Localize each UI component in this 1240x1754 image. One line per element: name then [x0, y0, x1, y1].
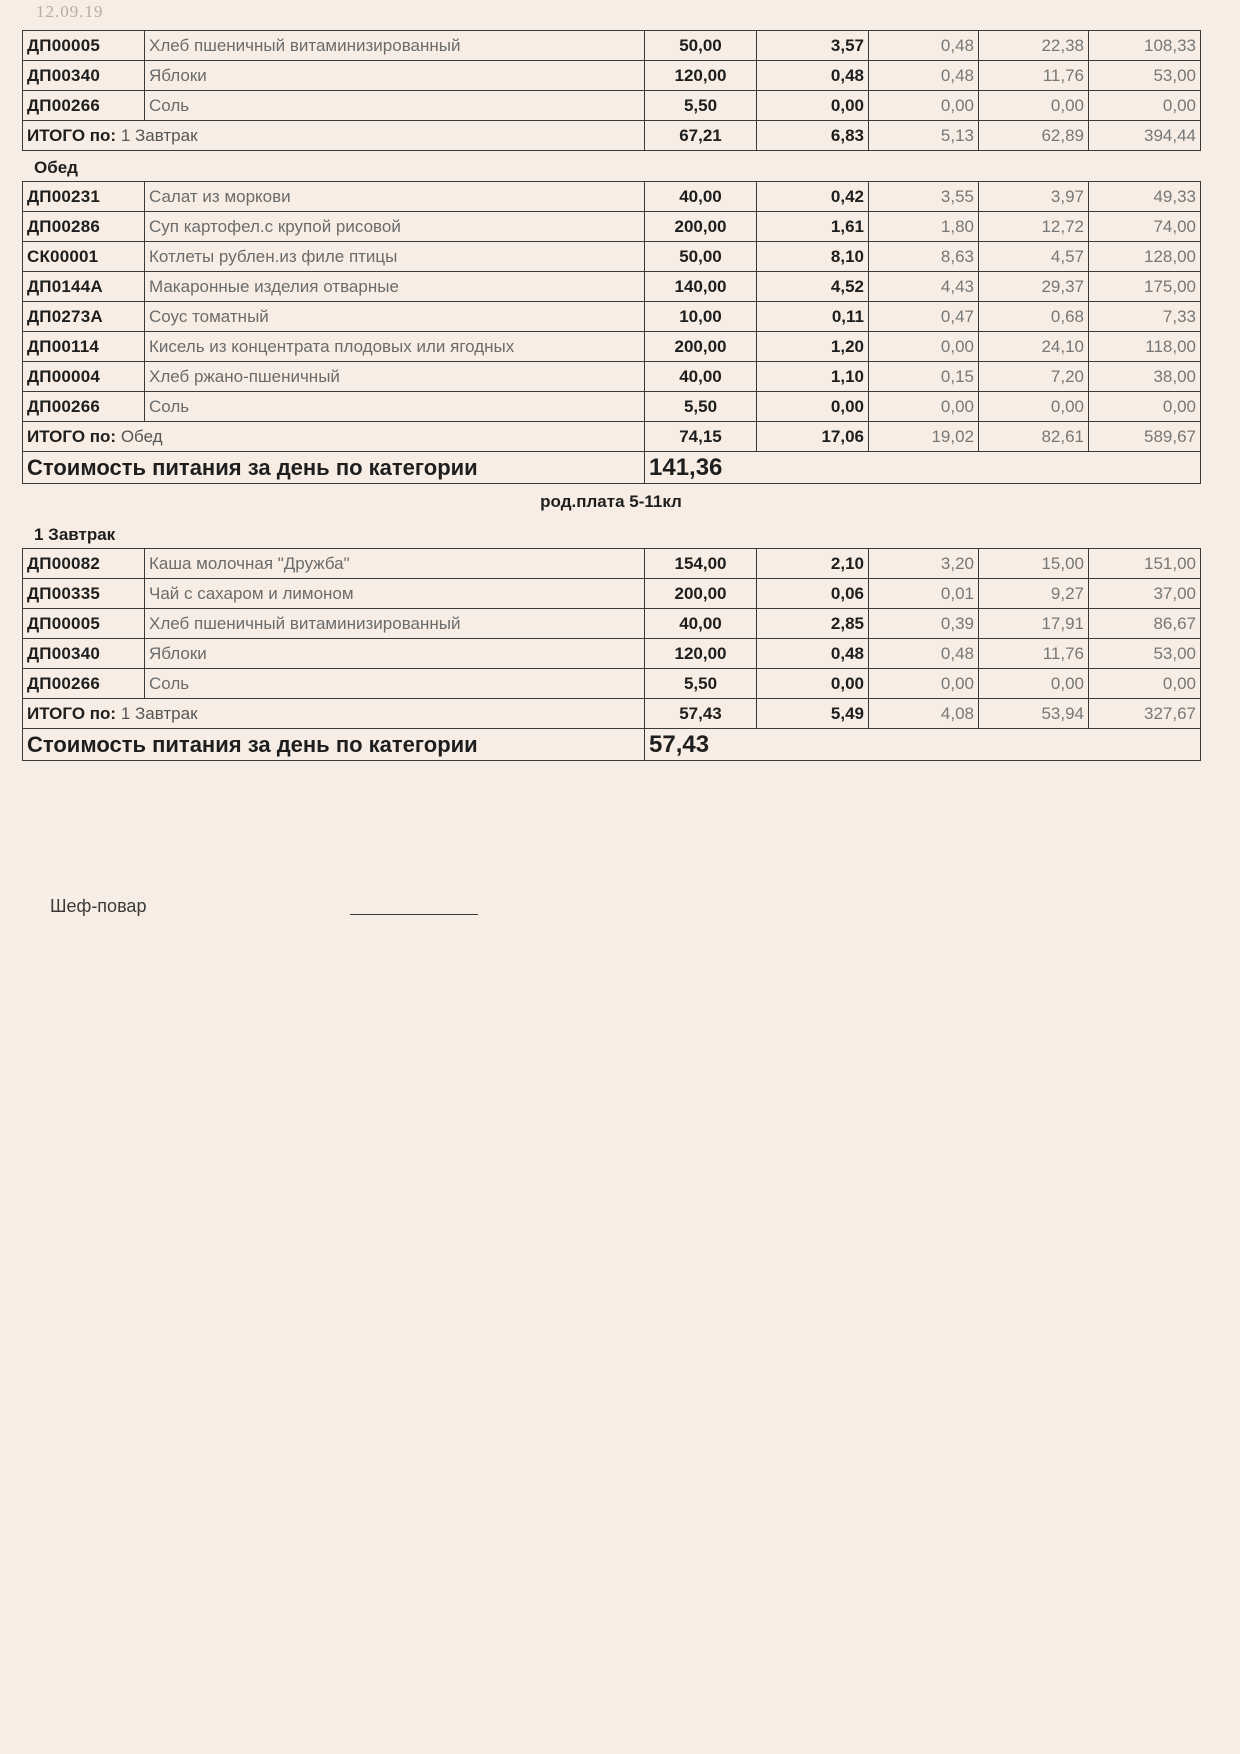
dish-proteins: 0,39: [869, 609, 979, 639]
dish-name: Котлеты рублен.из филе птицы: [145, 242, 645, 272]
dish-code: ДП00335: [23, 579, 145, 609]
total-label-bold: ИТОГО по:: [27, 426, 117, 446]
dish-price: 0,11: [757, 302, 869, 332]
total-label: [23, 121, 645, 151]
dish-carbs: 0,00: [1089, 669, 1201, 699]
dish-name: Яблоки: [145, 61, 645, 91]
dish-proteins: 0,48: [869, 61, 979, 91]
dish-carbs: 7,33: [1089, 302, 1201, 332]
total-carbs: 394,44: [1089, 121, 1201, 151]
table-row: [23, 362, 1201, 392]
dish-proteins: 0,00: [869, 332, 979, 362]
dish-name: Салат из моркови: [145, 182, 645, 212]
dish-name: Соус томатный: [145, 302, 645, 332]
dish-carbs: 151,00: [1089, 549, 1201, 579]
total-label-bold: ИТОГО по:: [27, 703, 117, 723]
dish-carbs: 0,00: [1089, 392, 1201, 422]
dish-fats: 3,97: [979, 182, 1089, 212]
dish-code: ДП00266: [23, 392, 145, 422]
dish-mass: 40,00: [645, 182, 757, 212]
dish-carbs: 37,00: [1089, 579, 1201, 609]
dish-name: Макаронные изделия отварные: [145, 272, 645, 302]
dish-mass: 40,00: [645, 362, 757, 392]
dish-fats: 22,38: [979, 31, 1089, 61]
dish-code: ДП0144А: [23, 272, 145, 302]
total-price: 6,83: [757, 121, 869, 151]
dish-mass: 50,00: [645, 242, 757, 272]
dish-mass: 5,50: [645, 392, 757, 422]
dish-mass: 5,50: [645, 669, 757, 699]
total-row: [23, 699, 1201, 729]
dish-fats: 17,91: [979, 609, 1089, 639]
dish-code: ДП00340: [23, 639, 145, 669]
dish-name: Соль: [145, 392, 645, 422]
dish-mass: 50,00: [645, 31, 757, 61]
dish-name: Каша молочная "Дружба": [145, 549, 645, 579]
dish-mass: 10,00: [645, 302, 757, 332]
dish-mass: 200,00: [645, 212, 757, 242]
dish-mass: 120,00: [645, 61, 757, 91]
dish-carbs: 38,00: [1089, 362, 1201, 392]
signature-line: [350, 914, 478, 915]
breakfast-table-2: [22, 548, 1201, 761]
dish-fats: 15,00: [979, 549, 1089, 579]
dish-name: Кисель из концентрата плодовых или ягодных: [145, 332, 645, 362]
lunch-table: [22, 181, 1201, 484]
table-row: [23, 332, 1201, 362]
dish-fats: 0,00: [979, 669, 1089, 699]
dish-proteins: 1,80: [869, 212, 979, 242]
dish-proteins: 0,48: [869, 31, 979, 61]
dish-proteins: 0,48: [869, 639, 979, 669]
dish-price: 0,00: [757, 392, 869, 422]
table-row: [23, 61, 1201, 91]
dish-code: ДП00004: [23, 362, 145, 392]
total-label: [23, 422, 645, 452]
total-proteins: 19,02: [869, 422, 979, 452]
dish-price: 0,48: [757, 61, 869, 91]
dish-mass: 200,00: [645, 579, 757, 609]
dish-fats: 29,37: [979, 272, 1089, 302]
dish-price: 0,42: [757, 182, 869, 212]
dish-code: ДП00340: [23, 61, 145, 91]
dish-price: 0,00: [757, 669, 869, 699]
total-fats: 62,89: [979, 121, 1089, 151]
dish-carbs: 128,00: [1089, 242, 1201, 272]
dish-mass: 5,50: [645, 91, 757, 121]
table-row: [23, 549, 1201, 579]
dish-name: Яблоки: [145, 639, 645, 669]
table-row: [23, 242, 1201, 272]
dish-proteins: 8,63: [869, 242, 979, 272]
dish-fats: 4,57: [979, 242, 1089, 272]
dish-price: 1,20: [757, 332, 869, 362]
dish-name: Хлеб ржано-пшеничный: [145, 362, 645, 392]
dish-carbs: 108,33: [1089, 31, 1201, 61]
daily-cost-row: [23, 452, 1201, 484]
group-title: род.плата 5-11кл: [540, 492, 682, 511]
dish-mass: 200,00: [645, 332, 757, 362]
dish-name: Хлеб пшеничный витаминизированный: [145, 31, 645, 61]
total-row: [23, 121, 1201, 151]
total-proteins: 4,08: [869, 699, 979, 729]
dish-carbs: 86,67: [1089, 609, 1201, 639]
total-carbs: 589,67: [1089, 422, 1201, 452]
dish-proteins: 4,43: [869, 272, 979, 302]
dish-carbs: 175,00: [1089, 272, 1201, 302]
total-label: [23, 699, 645, 729]
total-mass: 67,21: [645, 121, 757, 151]
total-price: 5,49: [757, 699, 869, 729]
total-label-meal: 1 Завтрак: [120, 125, 198, 145]
dish-proteins: 0,47: [869, 302, 979, 332]
total-fats: 53,94: [979, 699, 1089, 729]
total-mass: 57,43: [645, 699, 757, 729]
dish-code: ДП00114: [23, 332, 145, 362]
dish-carbs: 49,33: [1089, 182, 1201, 212]
table-row: [23, 212, 1201, 242]
dish-price: 0,06: [757, 579, 869, 609]
dish-code: ДП00266: [23, 669, 145, 699]
breakfast-section-title: 1 Завтрак: [34, 525, 116, 544]
table-row: [23, 669, 1201, 699]
dish-name: Суп картофел.с крупой рисовой: [145, 212, 645, 242]
dish-carbs: 53,00: [1089, 61, 1201, 91]
breakfast-table-1: [22, 30, 1201, 151]
dish-fats: 0,00: [979, 91, 1089, 121]
total-row: [23, 422, 1201, 452]
daily-cost-label: Стоимость питания за день по категории: [23, 729, 645, 761]
daily-cost-value: 57,43: [645, 729, 1201, 761]
total-label-meal: 1 Завтрак: [120, 703, 198, 723]
dish-code: ДП00266: [23, 91, 145, 121]
dish-fats: 11,76: [979, 639, 1089, 669]
dish-price: 4,52: [757, 272, 869, 302]
daily-cost-row: [23, 729, 1201, 761]
table-row: [23, 579, 1201, 609]
total-fats: 82,61: [979, 422, 1089, 452]
dish-name: Соль: [145, 91, 645, 121]
dish-code: ДП00005: [23, 31, 145, 61]
dish-proteins: 3,55: [869, 182, 979, 212]
dish-code: ДП00005: [23, 609, 145, 639]
dish-code: ДП00231: [23, 182, 145, 212]
daily-cost-label: Стоимость питания за день по категории: [23, 452, 645, 484]
dish-proteins: 0,00: [869, 392, 979, 422]
dish-proteins: 0,00: [869, 91, 979, 121]
dish-fats: 9,27: [979, 579, 1089, 609]
header-mark: 12.09.19: [36, 2, 104, 21]
table-row: [23, 272, 1201, 302]
dish-proteins: 0,00: [869, 669, 979, 699]
dish-carbs: 74,00: [1089, 212, 1201, 242]
table-row: [23, 639, 1201, 669]
daily-cost-value: 141,36: [645, 452, 1201, 484]
dish-fats: 0,68: [979, 302, 1089, 332]
dish-code: ДП00286: [23, 212, 145, 242]
table-row: [23, 31, 1201, 61]
total-proteins: 5,13: [869, 121, 979, 151]
dish-proteins: 0,01: [869, 579, 979, 609]
dish-fats: 11,76: [979, 61, 1089, 91]
dish-code: СК00001: [23, 242, 145, 272]
dish-mass: 154,00: [645, 549, 757, 579]
dish-price: 0,00: [757, 91, 869, 121]
dish-code: ДП0273А: [23, 302, 145, 332]
dish-proteins: 3,20: [869, 549, 979, 579]
table-row: [23, 609, 1201, 639]
total-carbs: 327,67: [1089, 699, 1201, 729]
dish-fats: 24,10: [979, 332, 1089, 362]
dish-mass: 40,00: [645, 609, 757, 639]
dish-proteins: 0,15: [869, 362, 979, 392]
dish-price: 2,85: [757, 609, 869, 639]
dish-carbs: 0,00: [1089, 91, 1201, 121]
chef-signature-label: Шеф-повар: [50, 896, 147, 916]
dish-name: Чай с сахаром и лимоном: [145, 579, 645, 609]
dish-price: 3,57: [757, 31, 869, 61]
menu-sheet: [22, 30, 1200, 761]
dish-mass: 140,00: [645, 272, 757, 302]
dish-price: 1,10: [757, 362, 869, 392]
dish-price: 2,10: [757, 549, 869, 579]
table-row: [23, 392, 1201, 422]
total-label-bold: ИТОГО по:: [27, 125, 117, 145]
dish-fats: 7,20: [979, 362, 1089, 392]
dish-carbs: 53,00: [1089, 639, 1201, 669]
total-price: 17,06: [757, 422, 869, 452]
dish-carbs: 118,00: [1089, 332, 1201, 362]
total-mass: 74,15: [645, 422, 757, 452]
table-row: [23, 91, 1201, 121]
dish-fats: 12,72: [979, 212, 1089, 242]
dish-price: 0,48: [757, 639, 869, 669]
dish-mass: 120,00: [645, 639, 757, 669]
lunch-section-title: Обед: [34, 158, 78, 177]
total-label-meal: Обед: [120, 426, 163, 446]
table-row: [23, 182, 1201, 212]
dish-name: Соль: [145, 669, 645, 699]
table-row: [23, 302, 1201, 332]
dish-name: Хлеб пшеничный витаминизированный: [145, 609, 645, 639]
dish-code: ДП00082: [23, 549, 145, 579]
dish-price: 8,10: [757, 242, 869, 272]
dish-fats: 0,00: [979, 392, 1089, 422]
dish-price: 1,61: [757, 212, 869, 242]
